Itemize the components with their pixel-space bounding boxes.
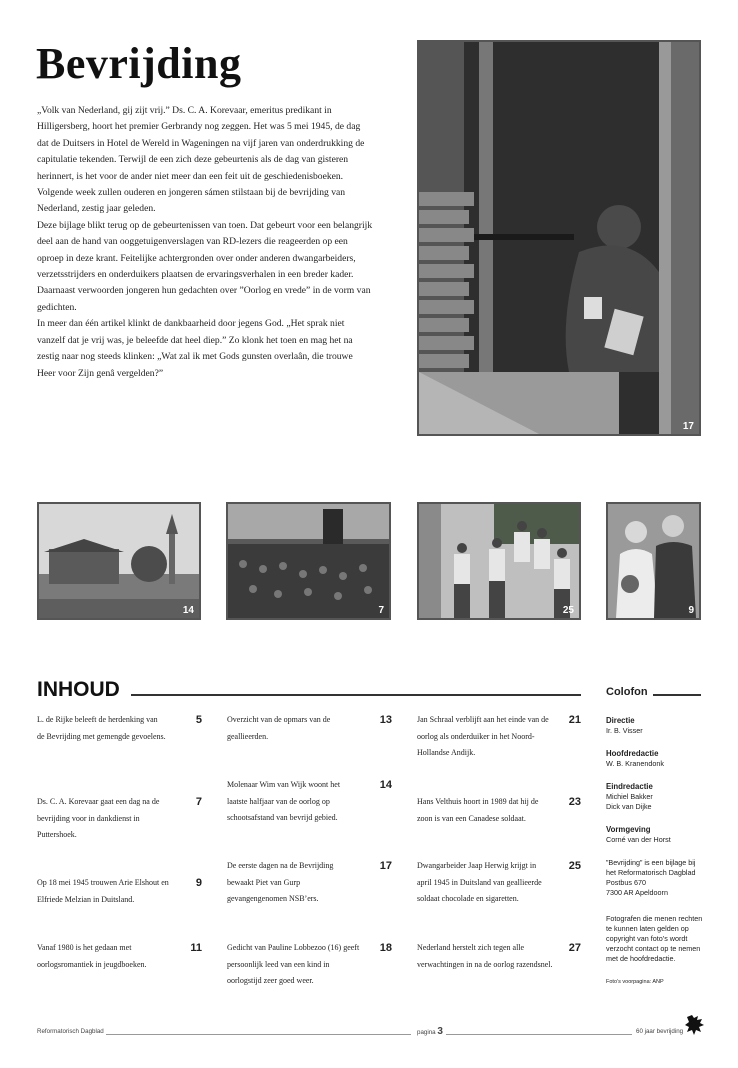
colofon-vormgeving [606,825,704,845]
colofon-eindredactie [606,782,704,812]
inhoud-entry: L. de Rijke beleeft de herdenking van de Bevrijding met gemengde gevoelens. [37,715,166,741]
thumb-photo-church [226,502,391,620]
footer-section: 60 jaar bevrijding [636,1028,684,1035]
footer-pagina-label: pagina [417,1029,436,1036]
thumb-image [39,504,199,618]
footer-publication: Reformatorisch Dagblad [37,1028,104,1035]
intro-paragraph: Deze bijlage blikt terug op de gebeurtenissen van toen. Dat gebeurt voor een belangrijk deel aan de hand van ooggetuigenverslagen van RD-lezers die reageerden op een oproep in deze krant. Feitelijke achtergronden over onder anderen dwangarbeiders, verzetsstrijders en onderduikers plaatsen de ervaringsverhalen in een breder kader. Daarnaast verwoorden jongeren hun gedachten over ”Oorlog en vrede” in de vorm van gedichten. [37,219,373,313]
inhoud-page-number: 13 [379,714,392,726]
colofon-label: Eindredactie [606,782,653,791]
colofon-heading: Colofon [606,686,648,698]
inhoud-heading: INHOUD [37,678,120,701]
colofon-hoofdredactie [606,749,704,769]
footer-page-number: 3 [437,1026,443,1037]
inhoud-page-number: 7 [195,796,202,808]
photo-page-number: 7 [378,605,384,616]
colofon-directie [606,716,704,736]
inhoud-page-number: 5 [195,714,202,726]
colofon-rights: Fotografen die menen rechten te kunnen laten gelden op copyright van foto’s wordt verzocht contact op te nemen met de hoofdredactie. [606,914,703,963]
colofon-value: W. B. Kranendonk [606,759,664,768]
intro-paragraph: „Volk van Nederland, gij zijt vrij.” Ds. C. A. Korevaar, emeritus predikant in Hilligersberg, hoort het premier Gerbrandy nog zeggen. Het was 5 mei 1945, de dag dat de Duitsers in Hotel de Wereld in Wageningen na vijf jaren van onderdrukking de capitulatie tekenden. Terwijl de een zich deze gebeurtenis als de dag van gisteren herinnert, is het voor de ander niet meer dan een feit uit de geschiedenisboeken. Volgende week zullen ouderen en jongeren sámen stilstaan bij de bevrijding van Nederland, zestig jaar geleden. [37,105,365,215]
colofon-address-line: ”Bevrijding” is een bijlage bij [606,858,696,867]
intro-paragraph: In meer dan één artikel klinkt de dankbaarheid door jegens God. „Het sprak niet vanzelf dat je vrij was, je beleefde dat heel diep.” Zo klonk het toen en mag het na zestig naar nog steeds klinken: „Wat zal ik met Gods gunsten overlaân, die trouwe Heer voor Zijn genâ vergelden?” [37,318,353,379]
page-title: Bevrijding [36,39,242,88]
inhoud-page-number: 17 [379,860,392,872]
colofon-rule [653,694,701,696]
colofon-value: Dick van Dijke [606,802,652,811]
footer-rule-right [446,1034,632,1035]
colofon-label: Hoofdredactie [606,749,659,758]
inhoud-page-number: 21 [568,714,581,726]
photo-page-number: 17 [682,421,694,432]
intro-text [37,103,373,382]
inhoud-page-number: 27 [568,942,581,954]
colofon-value: Michiel Bakker [606,792,653,801]
inhoud-entry: Ds. C. A. Korevaar gaat een dag na de bevrijding voor in dankdienst in Puttershoek. [37,797,160,839]
inhoud-page-number: 23 [568,796,581,808]
inhoud-page-number: 9 [195,877,202,889]
colofon-value: Corné van der Horst [606,835,671,844]
inhoud-page-number: 25 [568,860,581,872]
inhoud-rule [131,694,581,696]
colofon-value: Ir. B. Visser [606,726,643,735]
footer-rule-left [106,1034,411,1035]
footer-pagina [417,1026,443,1037]
inhoud-entry: Nederland herstelt zich tegen alle verwachtingen in na de oorlog razendsnel. [417,943,553,969]
inhoud-entry: Op 18 mei 1945 trouwen Arie Elshout en Elfriede Melzian in Duitsland. [37,878,169,904]
colofon-label: Vormgeving [606,825,651,834]
thumb-photo-group [417,502,581,620]
inhoud-page-number: 14 [379,779,392,791]
inhoud-page-number: 18 [379,942,392,954]
inhoud-entry: Jan Schraal verblijft aan het einde van de oorlog als onderduiker in het Noord-Hollandse Andijk. [417,715,549,757]
thumb-photo-wedding [606,502,701,620]
thumb-image [608,504,699,618]
inhoud-entry: De eerste dagen na de Bevrijding bewaakt Piet van Gurp gevangengenomen NSB’ers. [227,861,334,903]
inhoud-entry: Gedicht van Pauline Lobbezoo (16) geeft persoonlijk leed van een kind in oorlogstijd zeer goed weer. [227,943,360,985]
colofon-address-line: het Reformatorisch Dagblad [606,868,696,877]
main-photo [417,40,701,436]
thumb-photo-village [37,502,201,620]
inhoud-entry: Vanaf 1980 is het gedaan met oorlogsromantiek in jeugdboeken. [37,943,147,969]
photo-page-number: 25 [562,605,574,616]
colofon-address-line: Postbus 670 [606,878,646,887]
main-photo-image [419,42,699,434]
inhoud-entry: Hans Velthuis hoort in 1989 dat hij de zoon is van een Canadese soldaat. [417,797,539,823]
inhoud-entry: Molenaar Wim van Wijk woont het laatste halfjaar van de oorlog op schootsafstand van bevrijd gebied. [227,780,341,822]
thumb-image [419,504,579,618]
colofon-address-line: 7300 AR Apeldoorn [606,888,668,897]
inhoud-entry: Overzicht van de opmars van de geallieerden. [227,715,331,741]
photo-page-number: 14 [182,605,194,616]
thumb-image [228,504,389,618]
colofon-credit: Foto’s voorpagina: ANP [606,979,664,985]
colofon-address [606,858,704,898]
inhoud-page-number: 11 [190,942,202,954]
lion-logo-icon [684,1013,706,1037]
photo-page-number: 9 [688,605,694,616]
inhoud-entry: Dwangarbeider Jaap Herwig krijgt in april 1945 in Duitsland van geallieerde soldaat chocolade en sigaretten. [417,861,542,903]
colofon-label: Directie [606,716,635,725]
